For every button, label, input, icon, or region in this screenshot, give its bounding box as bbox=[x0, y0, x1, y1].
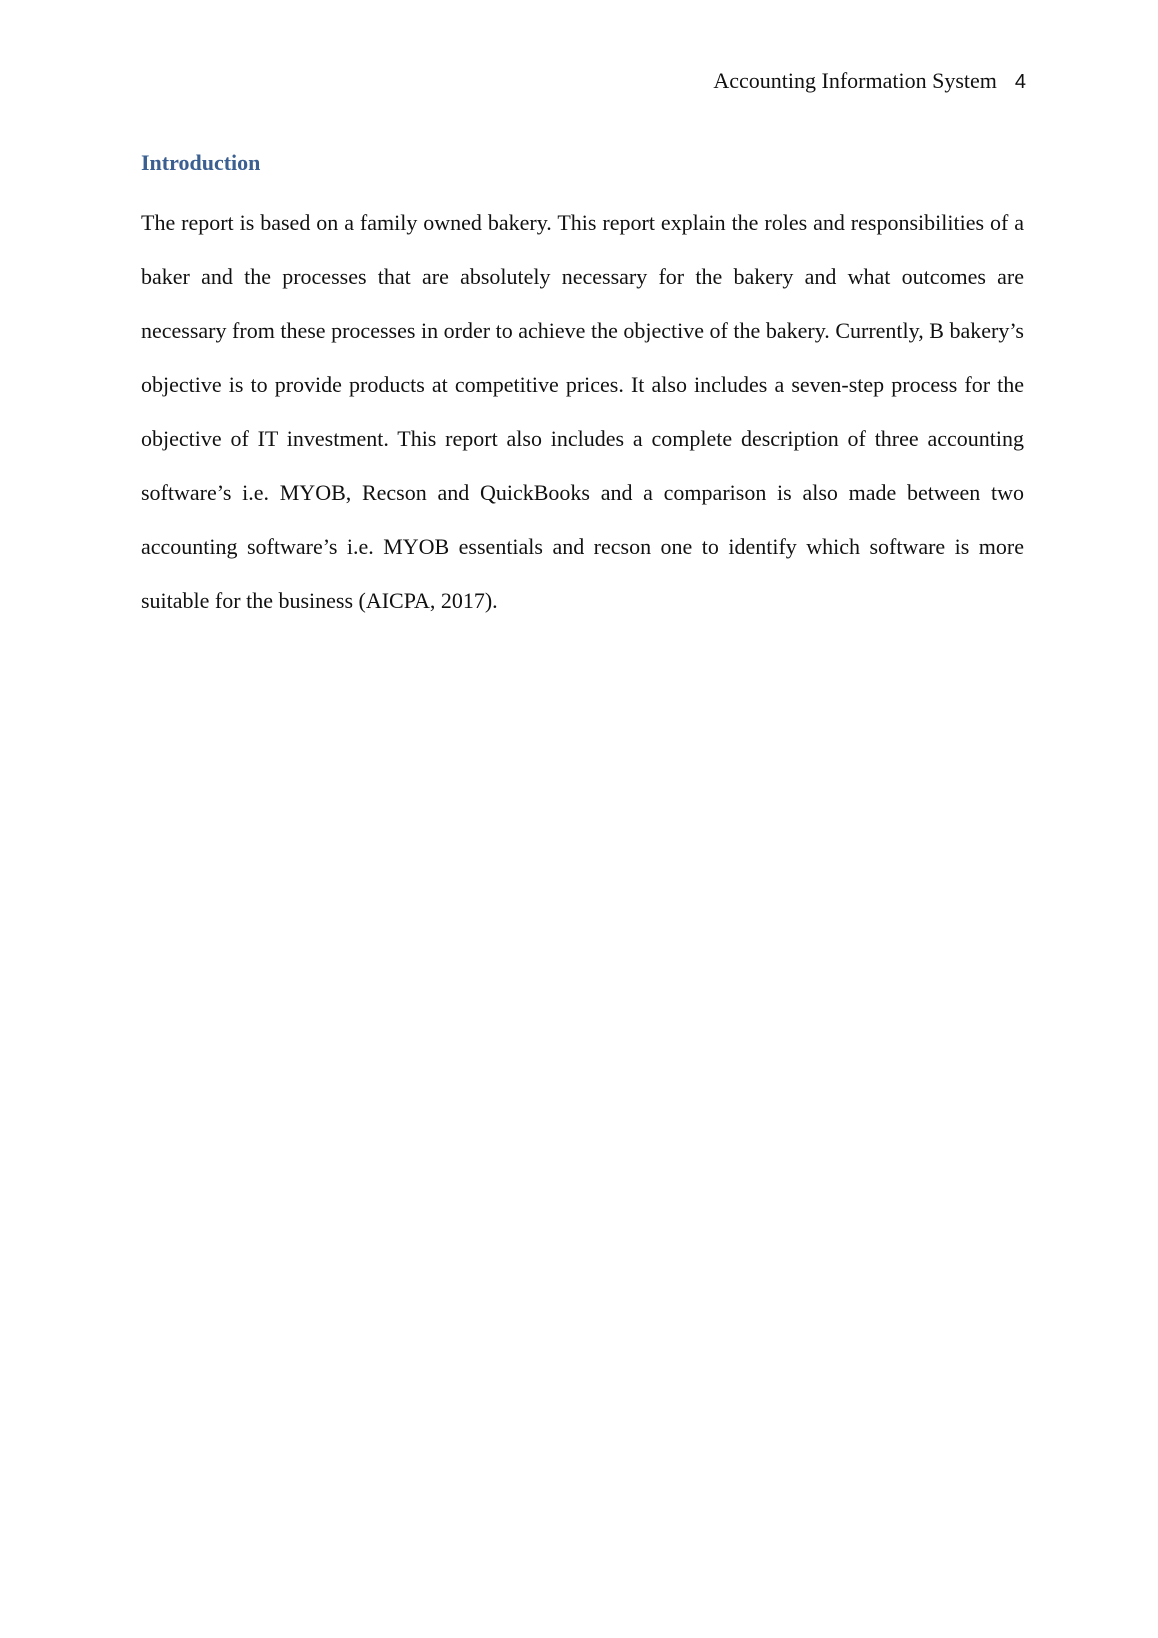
section-heading-introduction: Introduction bbox=[141, 150, 261, 175]
page-number: 4 bbox=[1014, 71, 1026, 93]
running-header-title: Accounting Information System bbox=[713, 68, 997, 93]
introduction-paragraph: The report is based on a family owned bakery. This report explain the roles and responsibilities of a baker and the processes that are absolutely necessary for the bakery and what outcomes are necessary from these processes in order to achieve the objective of the bakery. Currently, B bakery’s objective is to provide products at competitive prices. It also includes a seven-step process for the objective of IT investment. This report also includes a complete description of three accounting software’s i.e. MYOB, Recson and QuickBooks and a comparison is also made between two accounting software’s i.e. MYOB essentials and recson one to identify which software is more suitable for the business (AICPA, 2017). bbox=[141, 210, 1024, 613]
running-header bbox=[600, 68, 1026, 94]
